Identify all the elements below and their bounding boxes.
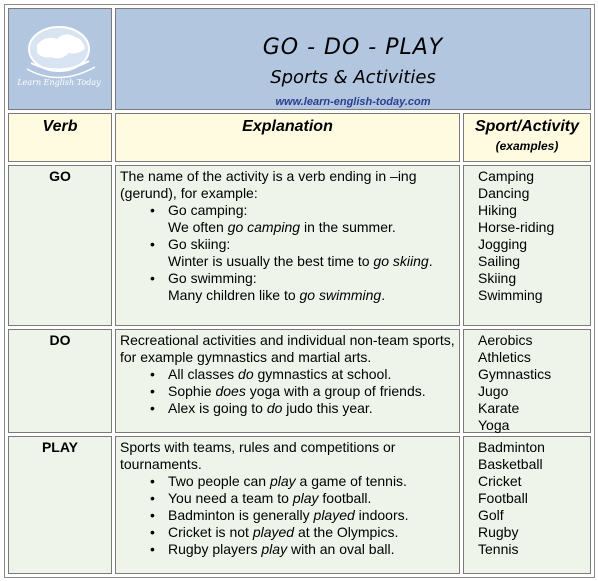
list-item xyxy=(168,270,455,304)
explanation-intro: Sports with teams, rules and competitions or tournaments. xyxy=(120,439,396,472)
example-verb: do xyxy=(238,366,254,382)
example-heading: Go camping: xyxy=(168,202,248,218)
example-text-end: indoors. xyxy=(354,507,409,523)
example-verb: play xyxy=(269,473,296,489)
example-text-end: . xyxy=(381,287,386,303)
sport-item: Horse-riding xyxy=(478,219,555,235)
example-text: Alex is going to xyxy=(168,400,267,416)
example-verb: do xyxy=(266,400,283,416)
column-header-sport xyxy=(463,113,591,162)
sport-item: Dancing xyxy=(478,185,530,201)
sport-item: Jugo xyxy=(478,383,509,399)
explanation-do xyxy=(115,329,460,433)
example-verb: play xyxy=(292,490,319,506)
example-text-end: judo this year. xyxy=(282,400,373,416)
example-text-end: at the Olympics. xyxy=(294,524,399,540)
column-header-sport-sub: (examples) xyxy=(495,139,559,153)
example-text-end: yoga with a group of friends. xyxy=(245,383,426,399)
example-list xyxy=(120,202,455,304)
sport-item: Badminton xyxy=(478,439,545,455)
sports-do xyxy=(463,329,591,433)
logo-text: Learn English Today xyxy=(17,78,101,87)
list-item xyxy=(168,400,455,417)
verb-label: GO xyxy=(49,168,71,184)
list-item xyxy=(168,473,455,490)
example-text: Two people can xyxy=(168,473,270,489)
example-text-end: . xyxy=(428,253,433,269)
list-item xyxy=(168,541,455,558)
list-item xyxy=(168,524,455,541)
sport-item: Sailing xyxy=(478,253,521,269)
example-text-end: gymnastics at school. xyxy=(253,366,392,382)
list-item xyxy=(168,366,455,383)
sport-item: Skiing xyxy=(478,270,517,286)
sport-item: Jogging xyxy=(478,236,528,252)
list-item xyxy=(168,490,455,507)
sport-item: Football xyxy=(478,490,528,506)
example-text-end: with an oval ball. xyxy=(287,541,395,557)
column-header-verb xyxy=(8,113,112,162)
sport-item: Golf xyxy=(478,507,504,523)
website-link[interactable]: www.learn-english-today.com xyxy=(275,96,431,108)
sport-item: Cricket xyxy=(478,473,522,489)
verb-label: DO xyxy=(49,332,71,348)
column-header-explanation-label: Explanation xyxy=(242,118,333,135)
list-item xyxy=(168,507,455,524)
example-list xyxy=(120,473,455,558)
sport-item: Basketball xyxy=(478,456,543,472)
verb-do xyxy=(8,329,112,433)
verb-label: PLAY xyxy=(41,439,79,455)
sport-item: Tennis xyxy=(478,541,519,557)
list-item xyxy=(168,236,455,270)
example-verb: played xyxy=(252,524,295,540)
explanation-play xyxy=(115,436,460,574)
example-text-end: a game of tennis. xyxy=(295,473,407,489)
explanation-intro: The name of the activity is a verb ending in –ing (gerund), for example: xyxy=(120,168,417,201)
page-title: GO - DO - PLAY xyxy=(262,35,444,60)
example-text: Cricket is not xyxy=(168,524,253,540)
logo-cell xyxy=(8,8,112,110)
sport-item: Yoga xyxy=(478,417,510,433)
example-verb: go swimming xyxy=(299,287,382,303)
sports-play xyxy=(463,436,591,574)
column-header-verb-label: Verb xyxy=(42,118,78,135)
explanation-intro: Recreational activities and individual non-team sports, for example gymnastics and martial arts. xyxy=(120,332,455,365)
title-cell xyxy=(115,8,591,110)
example-text: Winter is usually the best time to xyxy=(168,253,374,269)
list-item xyxy=(168,383,455,400)
example-verb: play xyxy=(261,541,288,557)
sport-item: Aerobics xyxy=(478,332,533,348)
sport-item: Karate xyxy=(478,400,520,416)
worksheet-table xyxy=(4,4,595,578)
example-text: All classes xyxy=(168,366,239,382)
explanation-go xyxy=(115,165,460,326)
sport-item: Gymnastics xyxy=(478,366,552,382)
page-subtitle: Sports & Activities xyxy=(270,67,436,88)
verb-go xyxy=(8,165,112,326)
example-heading: Go swimming: xyxy=(168,270,257,286)
sport-item: Athletics xyxy=(478,349,531,365)
example-text: We often xyxy=(168,219,228,235)
column-header-explanation xyxy=(115,113,460,162)
column-header-sport-label: Sport/Activity xyxy=(474,118,579,135)
example-heading: Go skiing: xyxy=(168,236,231,252)
globe-logo-icon xyxy=(9,9,113,111)
example-verb: played xyxy=(313,507,355,523)
example-list xyxy=(120,366,455,417)
example-text-end: in the summer. xyxy=(300,219,396,235)
example-verb: does xyxy=(215,383,246,399)
sport-item: Swimming xyxy=(478,287,543,303)
sport-item: Rugby xyxy=(478,524,519,540)
example-verb: go camping xyxy=(227,219,301,235)
example-text: Sophie xyxy=(168,383,216,399)
sport-item: Camping xyxy=(478,168,535,184)
example-text: Badminton is generally xyxy=(168,507,314,523)
example-text: You need a team to xyxy=(168,490,293,506)
example-text: Rugby players xyxy=(168,541,262,557)
example-text-end: football. xyxy=(318,490,372,506)
example-text: Many children like to xyxy=(168,287,300,303)
sports-go xyxy=(463,165,591,326)
sport-item: Hiking xyxy=(478,202,517,218)
verb-play xyxy=(8,436,112,574)
example-verb: go skiing xyxy=(373,253,429,269)
list-item xyxy=(168,202,455,236)
